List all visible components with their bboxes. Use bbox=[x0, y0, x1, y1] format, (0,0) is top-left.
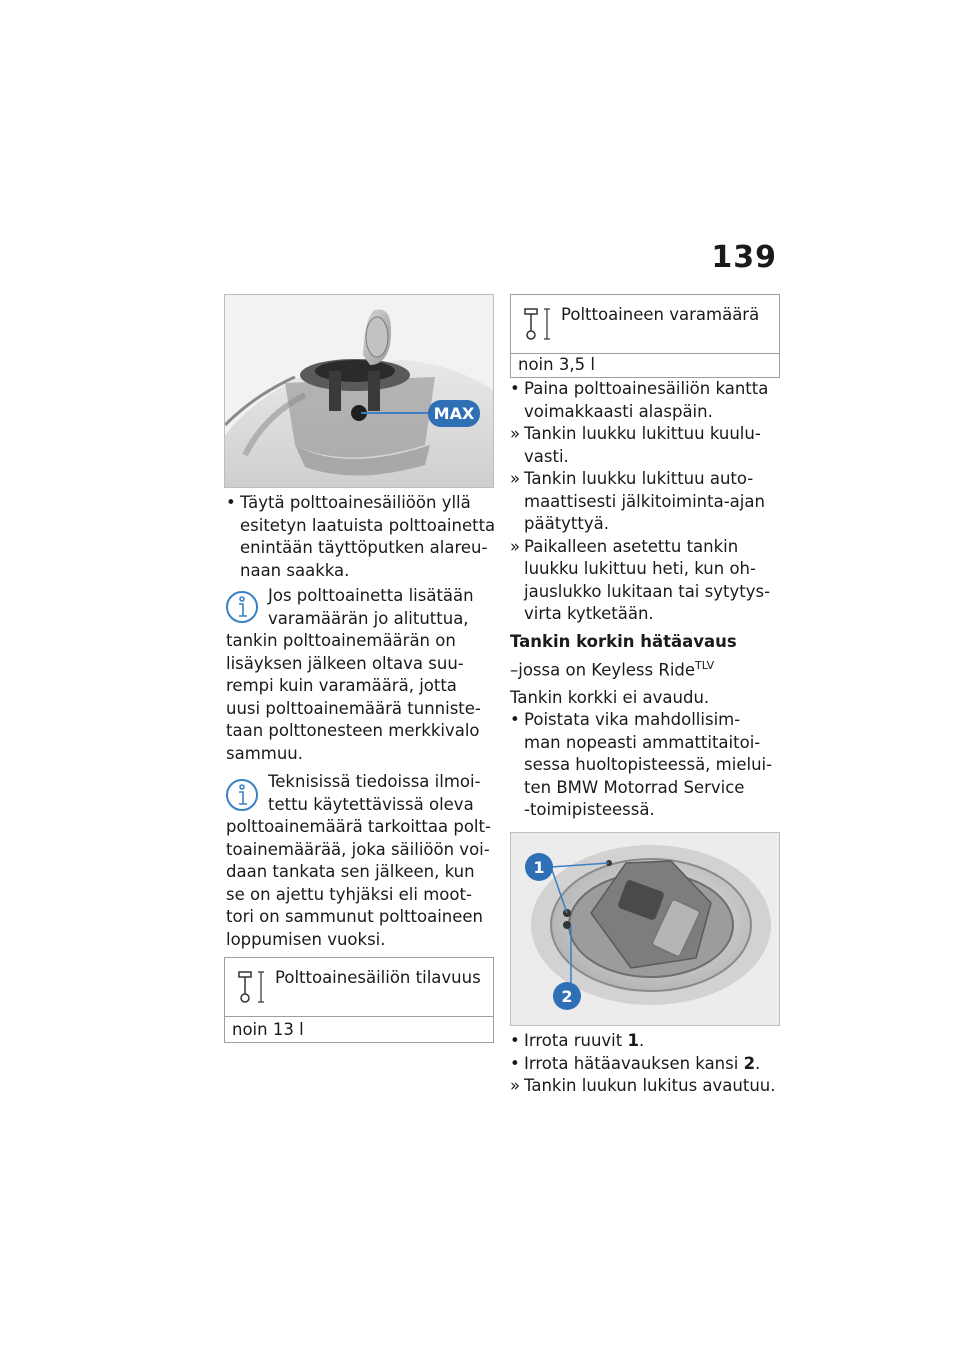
fill-instruction bbox=[226, 492, 496, 582]
table-value: noin 3,5 l bbox=[518, 355, 595, 374]
list-item: » Tankin luukku lukittuu auto- bbox=[510, 468, 782, 491]
table-header bbox=[225, 958, 493, 1017]
bullet-icon: • bbox=[510, 379, 520, 398]
table-header bbox=[511, 295, 779, 354]
tank-cap-illustration bbox=[511, 833, 779, 1025]
info-line: sammuu. bbox=[226, 743, 304, 763]
lock-procedure-list bbox=[510, 378, 782, 626]
result-arrow-icon: » bbox=[510, 424, 521, 443]
list-item-line: man nopeasti ammattitaitoi- bbox=[524, 732, 761, 752]
result-arrow-icon: » bbox=[510, 536, 521, 556]
fuel-filler-illustration bbox=[225, 295, 493, 487]
info-line: rempi kuin varamäärä, jotta bbox=[226, 676, 457, 695]
page-number: 139 bbox=[711, 240, 777, 275]
list-item-line: vasti. bbox=[524, 446, 569, 466]
info-line: lisäyksen jälkeen oltava suu- bbox=[226, 653, 464, 673]
info-line: uusi polttoainemäärä tunniste- bbox=[226, 698, 481, 718]
remedy-list bbox=[510, 709, 782, 822]
table-title: Polttoainesäiliön tilavuus bbox=[275, 968, 481, 987]
max-label: MAX bbox=[433, 404, 475, 423]
section-subheading: –jossa on Keyless Ride$^{TLV}$ bbox=[510, 659, 715, 680]
info-note-reserve bbox=[226, 585, 496, 765]
info-line: Teknisissä tiedoissa ilmoi- bbox=[268, 772, 481, 791]
info-line: tori on sammunut polttoaineen bbox=[226, 907, 484, 926]
tank-cap-figure bbox=[510, 832, 780, 1026]
list-item: • Täytä polttoainesäiliöön yllä bbox=[226, 492, 496, 515]
list-item-line: sessa huoltopisteessä, mielui- bbox=[524, 755, 773, 774]
list-item: • Poistata vika mahdollisim- bbox=[510, 709, 782, 732]
table-value: noin 13 l bbox=[232, 1020, 304, 1039]
bullet-icon: • bbox=[226, 493, 236, 512]
bullet-icon: • bbox=[510, 1053, 520, 1073]
info-line: polttoainemäärä tarkoittaa polt- bbox=[226, 817, 491, 836]
info-line: tankin polttoainemäärän on bbox=[226, 631, 456, 650]
list-item-line: jauslukko lukitaan tai sytytys- bbox=[524, 581, 771, 601]
result-arrow-icon: » bbox=[510, 1076, 521, 1095]
list-item-line: enintään täyttöputken alareu- bbox=[240, 538, 488, 557]
info-line: se on ajettu tyhjäksi eli moot- bbox=[226, 884, 472, 904]
info-line: daan tankata sen jälkeen, kun bbox=[226, 862, 475, 881]
list-item-line: voimakkaasti alaspäin. bbox=[524, 401, 713, 421]
list-item: » Paikalleen asetettu tankin bbox=[510, 536, 782, 559]
list-item-line: esitetyn laatuista polttoainetta bbox=[240, 515, 496, 535]
info-line: toainemäärää, joka säiliöön voi- bbox=[226, 839, 490, 859]
list-item-line: virta kytketään. bbox=[524, 604, 654, 623]
tank-capacity-table bbox=[224, 957, 494, 1043]
problem-statement: Tankin korkki ei avaudu. bbox=[510, 688, 710, 707]
section-heading: Tankin korkin hätäavaus bbox=[510, 632, 737, 651]
fuel-pump-gauge-icon bbox=[521, 305, 553, 343]
info-line: Jos polttoainetta lisätään bbox=[268, 586, 474, 605]
list-item: • Paina polttoainesäiliön kantta bbox=[510, 378, 782, 401]
list-item: • Irrota ruuvit 1. bbox=[510, 1030, 782, 1053]
fuel-filler-figure bbox=[224, 294, 494, 488]
fuel-pump-gauge-icon bbox=[235, 968, 267, 1006]
list-item-line: naan saakka. bbox=[240, 560, 350, 580]
list-item-line: ten BMW Motorrad Service bbox=[524, 777, 745, 797]
emergency-release-steps bbox=[510, 1030, 782, 1098]
info-line: taan polttonesteen merkkivalo bbox=[226, 721, 480, 740]
info-line: tettu käytettävissä oleva bbox=[268, 794, 474, 814]
list-item: • Irrota hätäavauksen kansi 2. bbox=[510, 1053, 782, 1076]
callout-2: 2 bbox=[561, 987, 573, 1006]
callout-1: 1 bbox=[533, 858, 545, 877]
list-item-line: maattisesti jälkitoiminta-ajan bbox=[524, 491, 765, 511]
info-line: varamäärän jo alituttua, bbox=[268, 608, 469, 628]
fuel-reserve-table bbox=[510, 294, 780, 378]
list-item: » Tankin luukku lukittuu kuulu- bbox=[510, 423, 782, 446]
bullet-icon: • bbox=[510, 1031, 520, 1050]
list-item-line: päätyttyä. bbox=[524, 514, 609, 533]
result-arrow-icon: » bbox=[510, 469, 521, 488]
table-title: Polttoaineen varamäärä bbox=[561, 305, 760, 324]
list-item-line: luukku lukittuu heti, kun oh- bbox=[524, 559, 756, 578]
list-item: » Tankin luukun lukitus avautuu. bbox=[510, 1075, 782, 1098]
info-note-capacity bbox=[226, 771, 496, 951]
list-item-line: -toimipisteessä. bbox=[524, 800, 655, 819]
info-line: loppumisen vuoksi. bbox=[226, 929, 386, 949]
bullet-icon: • bbox=[510, 710, 520, 729]
